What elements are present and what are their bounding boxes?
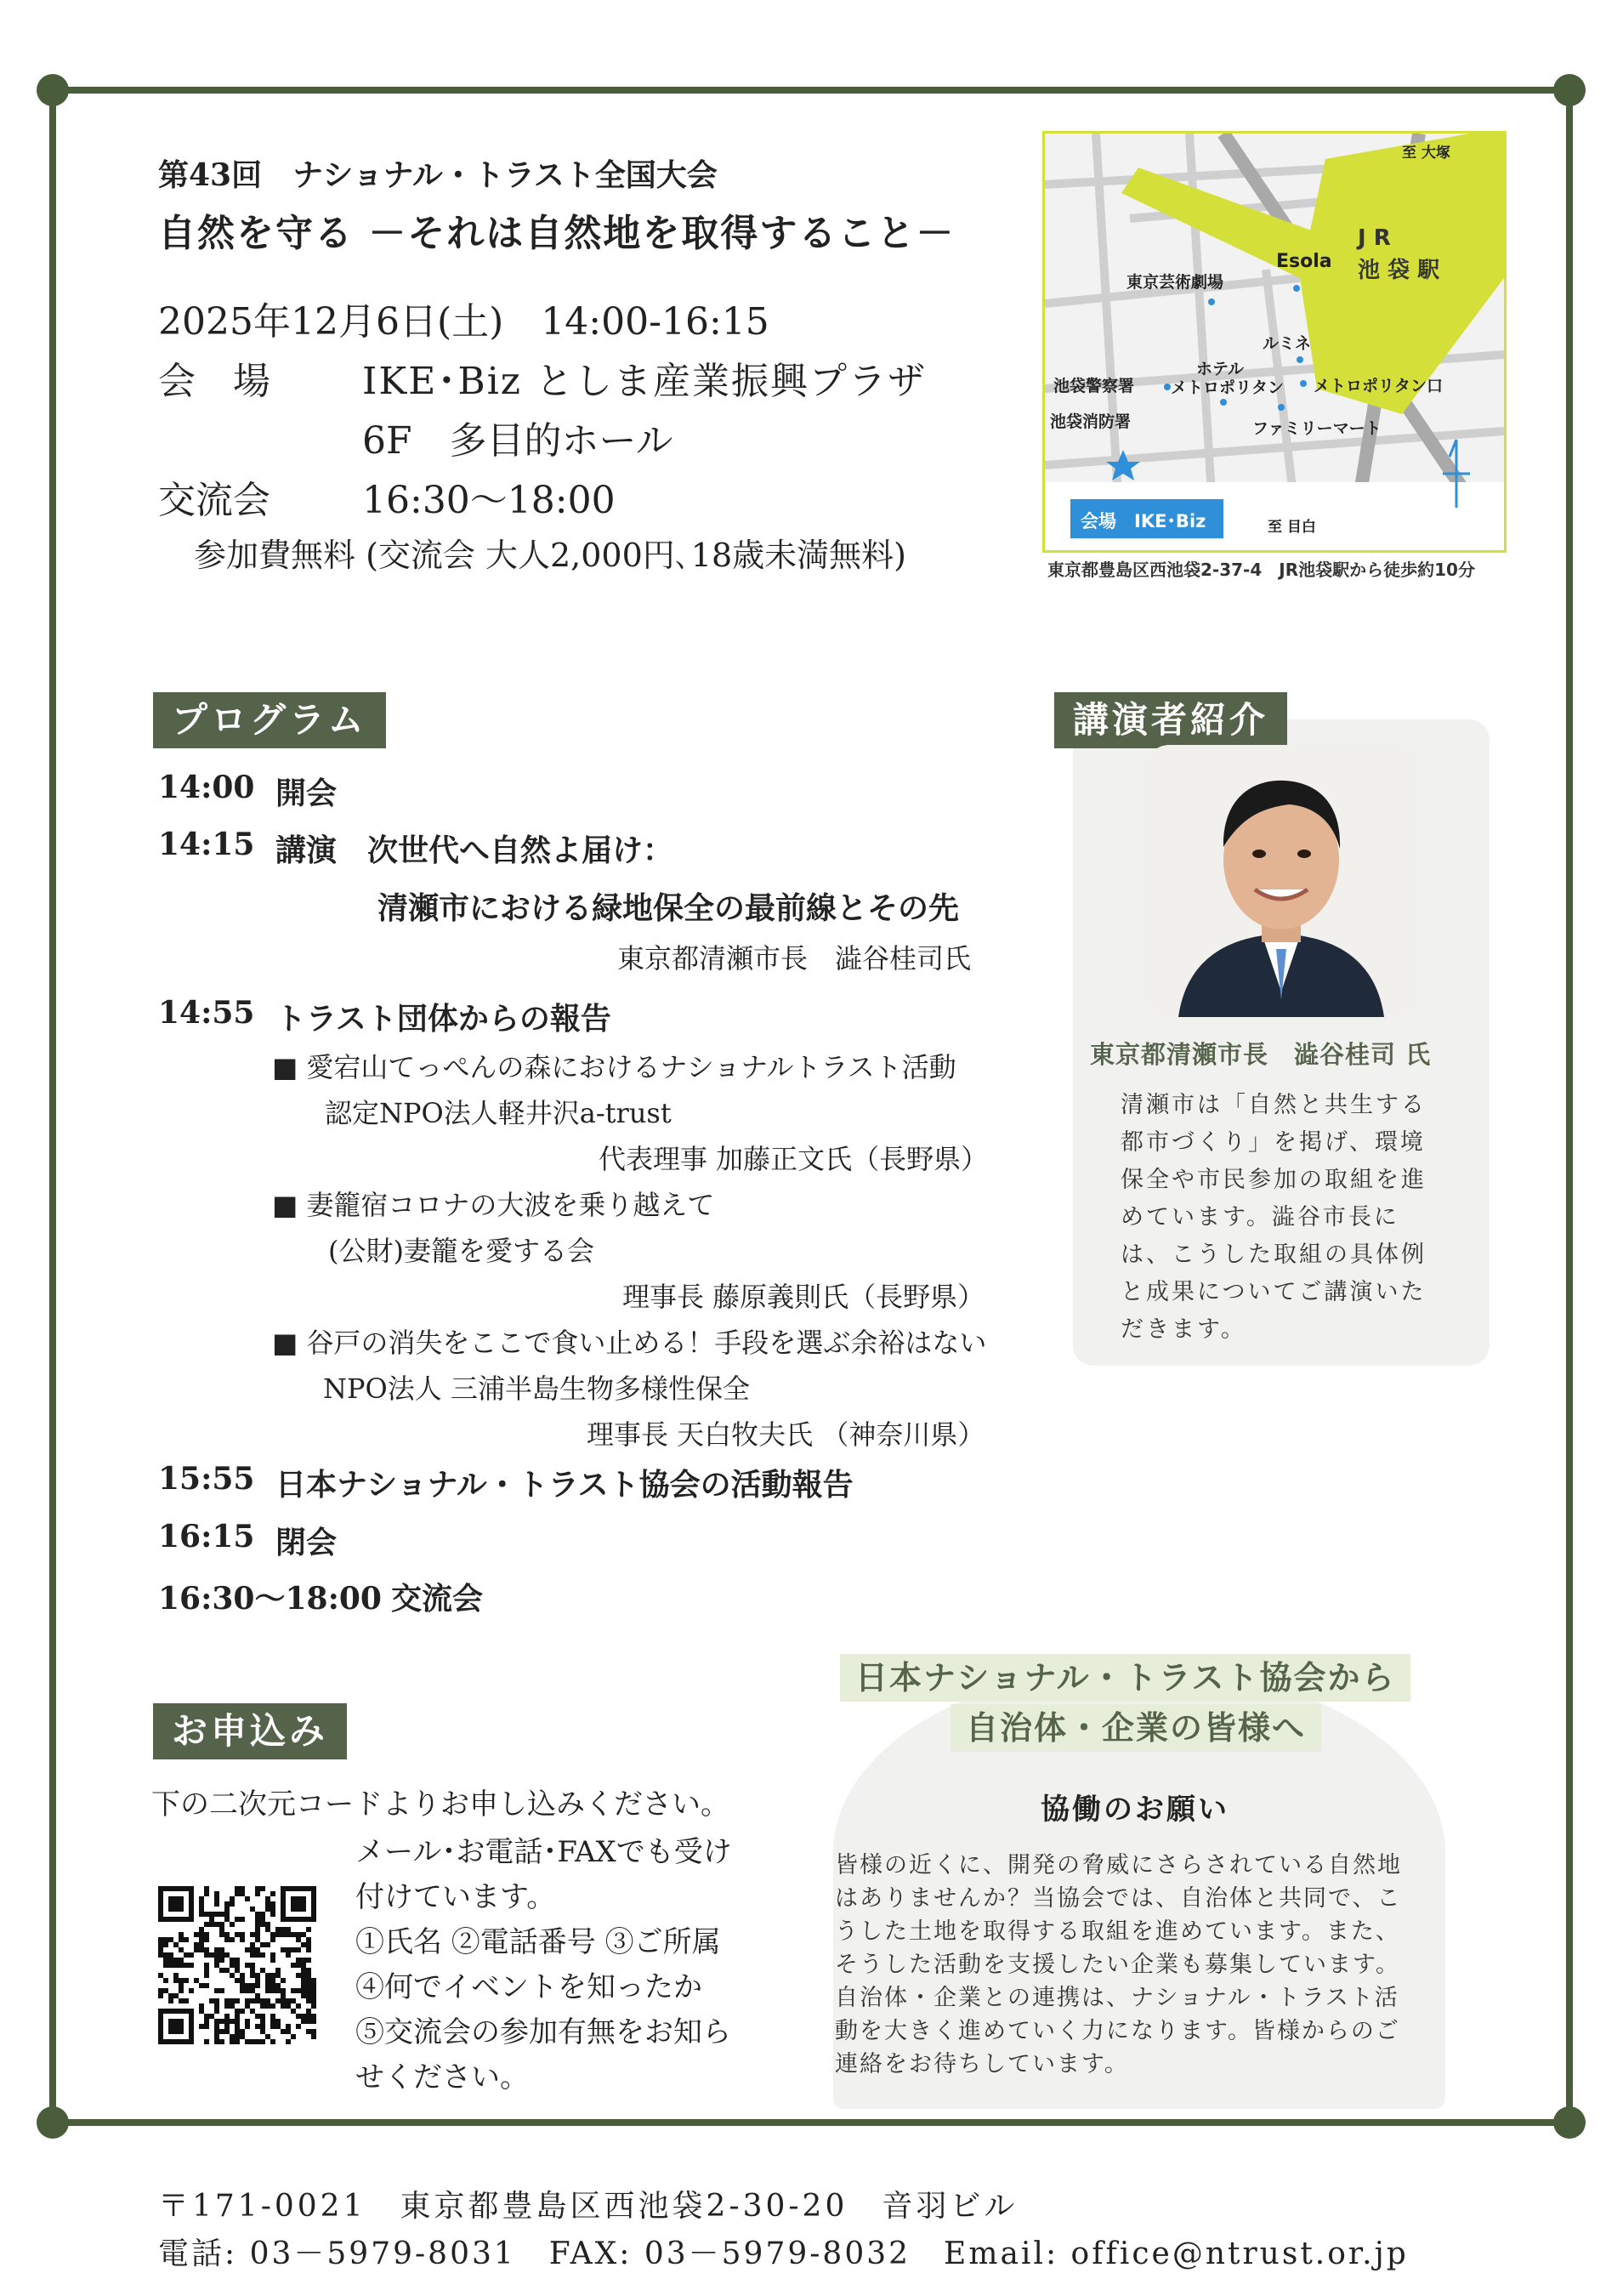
map-dot-metro-exit xyxy=(1300,380,1307,387)
program-time: 14:15 xyxy=(158,827,255,862)
appeal-banner-1: 日本ナショナル・トラスト協会から xyxy=(840,1654,1410,1702)
appeal-line: 連絡をお待ちしています。 xyxy=(835,2051,1129,2077)
program-item-text: ■ 妻籠宿コロナの大波を乗り越えて xyxy=(272,1189,715,1221)
map-label-lumine: ルミネ xyxy=(1263,334,1312,353)
map-label-police: 池袋警察署 xyxy=(1053,377,1135,395)
speaker-bio-line: めています。澁谷市長に xyxy=(1121,1204,1399,1230)
frame-corner-bl xyxy=(37,2106,69,2139)
map-dot-lumine xyxy=(1297,356,1303,363)
appeal-line: うした土地を取得する取組を進めています。また、 xyxy=(835,1918,1400,1945)
event-datetime: 2025年12月6日(土) 14:00-16:15 xyxy=(158,300,769,344)
map-label-hotel-2: メトロポリタン xyxy=(1171,378,1285,397)
speaker-bio-line: だきます。 xyxy=(1121,1316,1246,1343)
apply-intro: 下の二次元コードよりお申し込みください。 xyxy=(151,1787,729,1821)
program-item-text: ■ 谷戸の消失をここで食い止める！手段を選ぶ余裕はない xyxy=(272,1327,987,1359)
venue-label: 会 場 xyxy=(158,360,270,403)
program-item-text: 交流会 xyxy=(391,1581,484,1617)
program-item-text: 清瀬市における緑地保全の最前線とその先 xyxy=(377,890,960,926)
program-item-text: 認定NPO法人軽井沢a-trust xyxy=(325,1097,672,1129)
apply-line: メール･お電話･FAXでも受け xyxy=(355,1835,732,1869)
program-time: 16:15 xyxy=(158,1519,255,1554)
speaker-name: 東京都清瀬市長 澁谷桂司 氏 xyxy=(1090,1040,1432,1069)
frame-corner-tl xyxy=(37,74,69,106)
program-item-text: 閉会 xyxy=(275,1525,338,1560)
program-item-text: 理事長 藤原義則氏（長野県） xyxy=(622,1281,985,1313)
program-time: 14:00 xyxy=(158,770,255,805)
program-item-text: ■ 愛宕山てっぺんの森におけるナショナルトラスト活動 xyxy=(272,1051,956,1083)
frame-left xyxy=(49,87,56,2126)
program-item-text: (公財)妻籠を愛する会 xyxy=(328,1235,594,1267)
speaker-portrait-icon xyxy=(1144,745,1418,1017)
footer-address: 〒171-0021 東京都豊島区西池袋2-30-20 音羽ビル xyxy=(158,2189,1019,2224)
apply-line: ①氏名 ②電話番号 ③ご所属 xyxy=(355,1925,721,1959)
map-label-fire: 池袋消防署 xyxy=(1050,412,1132,431)
program-item-text: 開会 xyxy=(275,776,338,811)
map-address: 東京都豊島区西池袋2-37-4 JR池袋駅から徒歩約10分 xyxy=(1047,560,1475,580)
map-dot-esola xyxy=(1293,285,1300,292)
map-label-metro-exit: メトロポリタン口 xyxy=(1314,377,1444,395)
venue-name: IKE･Biz としま産業振興プラザ xyxy=(362,360,927,403)
map-label-station-1: J R xyxy=(1358,225,1391,251)
appeal-title: 協働のお願い xyxy=(1041,1793,1229,1827)
venue-map xyxy=(1042,131,1507,553)
map-label-theater: 東京芸術劇場 xyxy=(1126,273,1224,292)
map-dot-theater xyxy=(1208,298,1215,305)
program-item-text: NPO法人 三浦半島生物多様性保全 xyxy=(323,1372,750,1405)
frame-corner-br xyxy=(1553,2106,1586,2139)
program-item-text: 日本ナショナル・トラスト協会の活動報告 xyxy=(275,1467,854,1503)
program-item-text: 代表理事 加藤正文氏（長野県） xyxy=(599,1143,989,1175)
apply-line: 付けています。 xyxy=(355,1880,556,1914)
event-fee: 参加費無料 (交流会 大人2,000円､18歳未満無料) xyxy=(194,537,906,574)
frame-top xyxy=(49,87,1573,94)
speaker-bio-line: は、こうした取組の具体例 xyxy=(1121,1242,1427,1268)
speaker-bio-line: 都市づくり」を掲げ、環境 xyxy=(1121,1129,1426,1156)
speaker-photo xyxy=(1144,745,1418,1017)
map-label-familymart: ファミリーマート xyxy=(1252,419,1382,438)
appeal-line: はありませんか？当協会では、自治体と共同で、こ xyxy=(835,1885,1402,1912)
program-item-text: トラスト団体からの報告 xyxy=(275,1001,611,1037)
map-label-north: 至 大塚 xyxy=(1402,145,1450,162)
speaker-header: 講演者紹介 xyxy=(1054,692,1287,748)
appeal-banner-2: 自治体・企業の皆様へ xyxy=(951,1704,1321,1752)
appeal-line: 自治体・企業との連携は、ナショナル・トラスト活 xyxy=(835,1985,1399,2011)
speaker-bio-line: と成果についてご講演いた xyxy=(1121,1279,1427,1305)
map-label-venue: 会場 IKE･Biz xyxy=(1081,511,1206,531)
appeal-line: 動を大きく進めていく力になります。皆様からのご xyxy=(835,2018,1400,2044)
program-header: プログラム xyxy=(153,692,386,748)
map-dot-police xyxy=(1164,384,1171,390)
map-label-esola: Esola xyxy=(1276,251,1332,272)
frame-bottom xyxy=(49,2119,1573,2126)
qr-code-icon xyxy=(158,1886,316,2044)
frame-right xyxy=(1566,87,1573,2126)
venue-room: 6F 多目的ホール xyxy=(362,419,673,463)
program-time: 14:55 xyxy=(158,995,255,1031)
event-title: 自然を守る －それは自然地を取得すること－ xyxy=(158,212,956,255)
apply-line: ⑤交流会の参加有無をお知ら xyxy=(355,2015,731,2049)
program-time: 15:55 xyxy=(158,1461,255,1497)
reception-time: 16:30～18:00 xyxy=(362,479,616,522)
qr-code xyxy=(158,1886,316,2044)
reception-label: 交流会 xyxy=(158,479,270,522)
program-time: 16:30～18:00 xyxy=(158,1581,382,1617)
appeal-line: そうした活動を支援したい企業も募集しています。 xyxy=(835,1952,1400,1978)
map-label-south: 至 目白 xyxy=(1268,519,1316,536)
map-dot-familymart xyxy=(1278,404,1285,411)
program-item-text: 講演 次世代へ自然よ届け： xyxy=(275,833,674,868)
appeal-line: 皆様の近くに、開発の脅威にさらされている自然地 xyxy=(835,1852,1402,1878)
frame-corner-tr xyxy=(1553,74,1586,106)
program-item-text: 東京都清瀬市長 澁谷桂司氏 xyxy=(617,942,972,975)
speaker-bio-line: 清瀬市は「自然と共生する xyxy=(1121,1092,1427,1118)
event-edition: 第43回 ナショナル・トラスト全国大会 xyxy=(158,157,718,193)
speaker-bio-line: 保全や市民参加の取組を進 xyxy=(1121,1167,1427,1193)
map-label-station-2: 池 袋 駅 xyxy=(1358,258,1440,283)
footer-contact: 電話: 03－5979-8031 FAX: 03－5979-8032 Email: office@ntrust.or.jp xyxy=(158,2236,1409,2271)
map-dot-hotel xyxy=(1220,399,1227,406)
apply-header: お申込み xyxy=(153,1703,347,1759)
apply-line: ④何でイベントを知ったか xyxy=(355,1970,702,2004)
apply-line: せください。 xyxy=(355,2060,529,2094)
map-label-hotel-1: ホテル xyxy=(1196,360,1245,378)
program-item-text: 理事長 天白牧夫氏 （神奈川県） xyxy=(587,1418,985,1451)
